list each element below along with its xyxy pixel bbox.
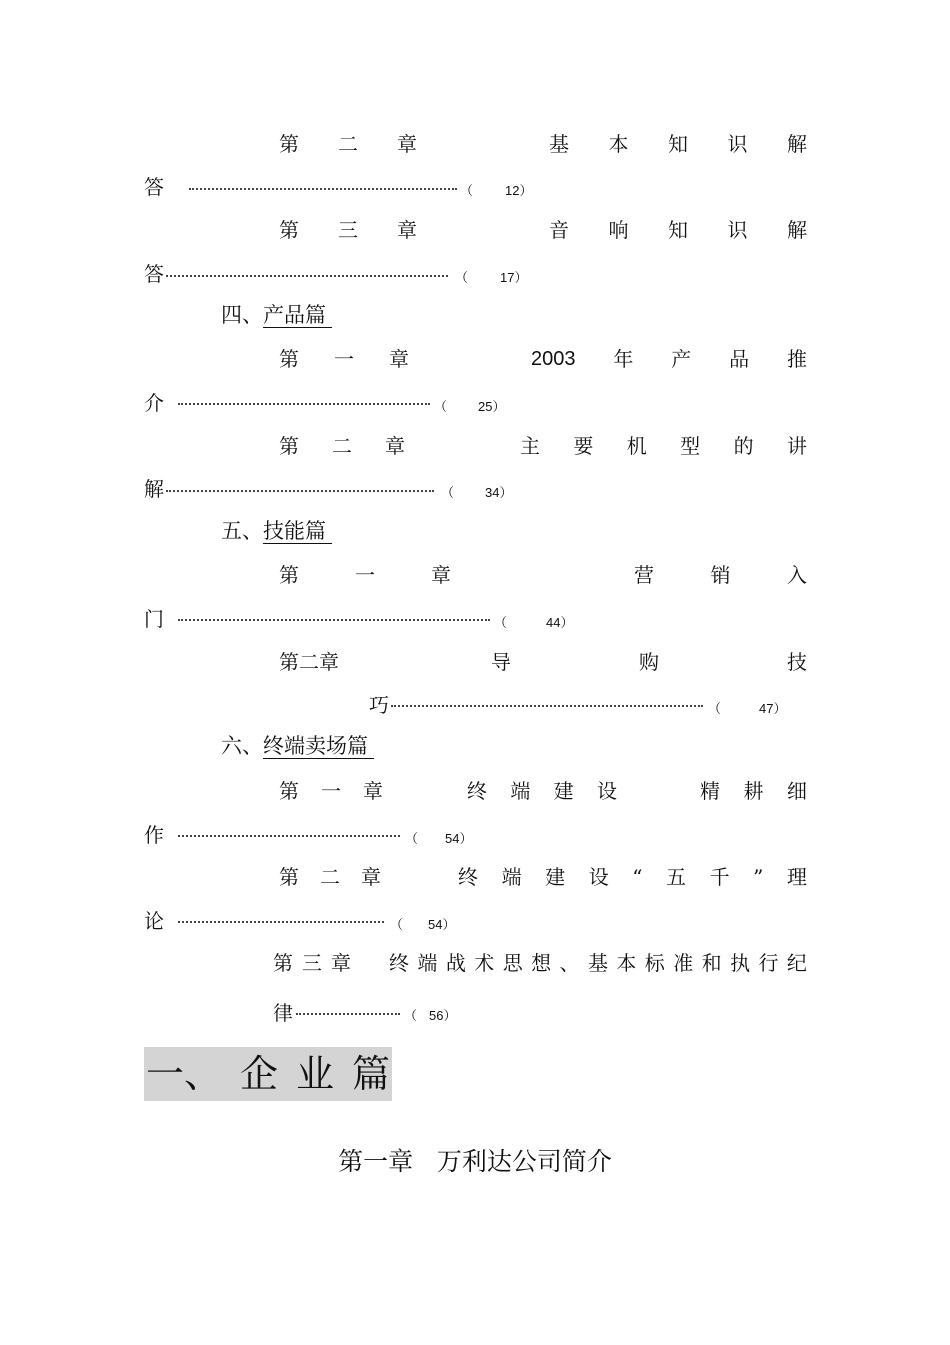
- title-char: 设: [588, 865, 609, 889]
- title-char: 讲: [786, 434, 807, 458]
- toc-paren-open: （: [390, 917, 404, 932]
- toc-paren-open: （: [441, 485, 455, 500]
- chapter-char: 第: [279, 347, 299, 371]
- toc-chapter-label: [279, 218, 417, 242]
- toc-section-heading: [221, 518, 332, 544]
- part-title-char: 篇: [351, 1052, 390, 1096]
- title-char: 、: [559, 951, 580, 975]
- title-char: 端: [501, 865, 522, 889]
- title-char: 推: [787, 347, 807, 371]
- title-char: 产: [671, 347, 692, 371]
- title-char: 五: [666, 865, 687, 889]
- toc-leader-dots: [178, 921, 384, 923]
- toc-section-heading: [221, 302, 332, 328]
- title-char: 基: [587, 951, 608, 975]
- toc-entry-title: [467, 779, 617, 803]
- toc-entry-title: [549, 218, 807, 242]
- toc-entry-title-cont: [700, 779, 807, 803]
- title-char: 耕: [743, 779, 764, 803]
- title-char: 细: [787, 779, 807, 803]
- chapter-char: 一: [355, 563, 375, 587]
- chapter-char: 章: [361, 865, 381, 889]
- title-char: 终: [458, 865, 478, 889]
- toc-page-number: 34）: [485, 485, 513, 500]
- toc-entry-tail: 解: [144, 477, 164, 501]
- chapter-char: 第二章: [279, 650, 339, 674]
- title-char: 解: [787, 218, 807, 242]
- toc-page-number: 54）: [445, 831, 473, 846]
- title-char: 思: [502, 951, 523, 975]
- toc-chapter-label: [279, 132, 417, 156]
- part-title-char: 一、: [146, 1052, 223, 1096]
- chapter-char: 章: [331, 951, 351, 975]
- title-char: 纪: [786, 951, 807, 975]
- toc-entry-title: [549, 132, 807, 156]
- toc-entry-tail: 门: [144, 607, 164, 631]
- title-char: 术: [474, 951, 495, 975]
- toc-page-number: 54）: [428, 917, 456, 932]
- title-char: 准: [673, 951, 694, 975]
- toc-entry-title: [389, 951, 807, 975]
- title-char: 本: [616, 951, 637, 975]
- chapter-title: 第一章 万利达公司简介: [338, 1147, 612, 1176]
- chapter-char: 第: [279, 779, 299, 803]
- toc-paren-open: （: [460, 183, 474, 198]
- toc-chapter-label: [279, 779, 383, 803]
- chapter-char: 三: [302, 951, 322, 975]
- title-char: 知: [668, 218, 688, 242]
- title-char: 建: [545, 865, 566, 889]
- title-char: 音: [549, 218, 569, 242]
- toc-entry-tail: 作: [144, 823, 164, 847]
- toc-chapter-label: [279, 563, 451, 587]
- toc-paren-open: （: [405, 831, 419, 846]
- toc-entry-tail: 答: [144, 175, 164, 199]
- title-char: 标: [644, 951, 665, 975]
- title-char: 精: [700, 779, 720, 803]
- toc-entry-tail: 巧: [369, 693, 389, 717]
- toc-entry-title: [531, 347, 807, 371]
- title-char: “: [632, 865, 643, 889]
- title-char: 理: [786, 865, 807, 889]
- title-char: 设: [596, 779, 617, 803]
- toc-page-number: 12）: [505, 183, 533, 198]
- toc-chapter-label: [279, 347, 409, 371]
- toc-leader-dots: [166, 490, 434, 492]
- chapter-char: 章: [431, 563, 451, 587]
- title-char: 2003: [531, 348, 576, 370]
- toc-entry-title: [634, 563, 807, 587]
- title-char: 主: [520, 434, 540, 458]
- chapter-char: 三: [338, 218, 358, 242]
- title-char: 型: [680, 434, 701, 458]
- title-char: ”: [753, 865, 764, 889]
- toc-chapter-label: [279, 865, 381, 889]
- toc-paren-open: （: [455, 270, 469, 285]
- chapter-char: 第: [279, 563, 299, 587]
- section-number: 五、: [221, 519, 263, 543]
- part-title-char: 业: [295, 1052, 334, 1096]
- chapter-char: 第: [279, 434, 299, 458]
- toc-paren-open: （: [404, 1008, 418, 1023]
- section-number: 四、: [221, 303, 263, 327]
- chapter-char: 导: [491, 650, 511, 674]
- toc-leader-dots: [391, 705, 703, 707]
- title-char: 解: [787, 132, 807, 156]
- title-char: 端: [417, 951, 438, 975]
- title-char: 执: [730, 951, 751, 975]
- toc-page-number: 17）: [500, 270, 528, 285]
- title-char: 年: [613, 347, 634, 371]
- toc-paren-open: （: [708, 701, 722, 716]
- title-char: 千: [709, 865, 730, 889]
- toc-entry-title: [520, 434, 807, 458]
- chapter-char: 第: [279, 218, 299, 242]
- toc-entry-tail: 答: [144, 262, 164, 286]
- toc-page-number: 25）: [478, 399, 506, 414]
- title-char: 品: [729, 347, 750, 371]
- chapter-char: 第: [279, 865, 299, 889]
- toc-chapter-label: [279, 434, 405, 458]
- chapter-char: 一: [321, 779, 341, 803]
- title-char: 行: [758, 951, 779, 975]
- toc-leader-dots: [178, 835, 400, 837]
- toc-leader-dots: [178, 619, 490, 621]
- chapter-char: 一: [334, 347, 354, 371]
- title-char: 终: [389, 951, 409, 975]
- chapter-char: 技: [787, 650, 807, 674]
- title-char: 战: [445, 951, 466, 975]
- section-number: 六、: [221, 734, 263, 758]
- title-char: 营: [634, 563, 654, 587]
- title-char: 销: [710, 563, 731, 587]
- title-char: 基: [549, 132, 569, 156]
- chapter-char: 章: [397, 132, 417, 156]
- part-title-char: 企: [239, 1052, 278, 1096]
- toc-entry-tail: 介: [144, 391, 164, 415]
- toc-paren-open: （: [434, 399, 448, 414]
- chapter-char: 购: [639, 650, 659, 674]
- chapter-char: 章: [389, 347, 409, 371]
- chapter-char: 二: [338, 132, 358, 156]
- chapter-char: 章: [385, 434, 405, 458]
- chapter-char: 章: [397, 218, 417, 242]
- toc-paren-open: （: [494, 615, 508, 630]
- title-char: 响: [608, 218, 629, 242]
- title-char: 机: [626, 434, 647, 458]
- toc-entry-title: [458, 865, 807, 889]
- section-name: 产品篇: [263, 303, 332, 328]
- toc-leader-dots: [296, 1013, 400, 1015]
- toc-page-number: 44）: [546, 615, 574, 630]
- chapter-char: 第: [273, 951, 293, 975]
- toc-page-number: 56）: [429, 1008, 457, 1023]
- toc-leader-dots: [178, 403, 430, 405]
- chapter-char: 第: [279, 132, 299, 156]
- toc-chapter-label: [279, 650, 807, 674]
- toc-section-heading: [221, 733, 374, 759]
- toc-page-number: 47）: [759, 701, 787, 716]
- title-char: 入: [787, 563, 807, 587]
- title-char: 要: [573, 434, 594, 458]
- section-name: 技能篇: [263, 519, 332, 544]
- chapter-char: 二: [320, 865, 340, 889]
- toc-leader-dots: [189, 188, 457, 190]
- chapter-char: 章: [363, 779, 383, 803]
- title-char: 识: [727, 218, 748, 242]
- title-char: 的: [733, 434, 754, 458]
- part-title: [144, 1047, 392, 1101]
- toc-chapter-label: [273, 951, 351, 975]
- title-char: 知: [668, 132, 688, 156]
- title-char: 想: [531, 951, 552, 975]
- toc-leader-dots: [166, 275, 448, 277]
- chapter-char: 二: [332, 434, 352, 458]
- title-char: 识: [727, 132, 748, 156]
- title-char: 建: [553, 779, 574, 803]
- title-char: 终: [467, 779, 487, 803]
- title-char: 和: [701, 951, 722, 975]
- section-name: 终端卖场篇: [263, 734, 374, 759]
- toc-entry-tail: 论: [144, 909, 164, 933]
- title-char: 本: [608, 132, 629, 156]
- toc-entry-tail: 律: [273, 1001, 293, 1025]
- title-char: 端: [510, 779, 531, 803]
